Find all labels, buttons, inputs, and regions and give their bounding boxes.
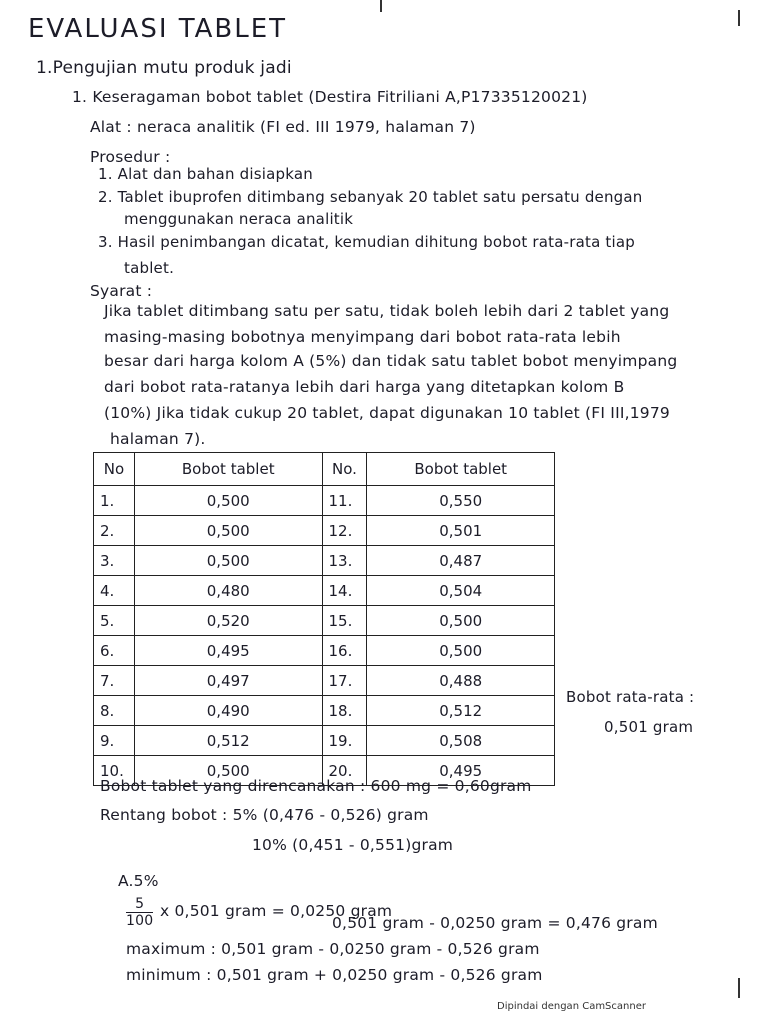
prosedur-step: 3. Hasil penimbangan dicatat, kemudian dihitung bobot rata-rata tiap xyxy=(98,233,635,251)
table-cell-bobot: 0,495 xyxy=(367,756,555,786)
syarat-line: dari bobot rata-ratanya lebih dari harga yang ditetapkan kolom B xyxy=(104,378,625,396)
table-cell-no: 12. xyxy=(322,516,367,546)
table-row xyxy=(94,726,555,756)
table-row xyxy=(94,516,555,546)
table-cell-bobot: 0,480 xyxy=(134,576,322,606)
table-cell-bobot: 0,550 xyxy=(367,486,555,516)
column-header-bobot: Bobot tablet xyxy=(134,453,322,486)
syarat-line: masing-masing bobotnya menyimpang dari bobot rata-rata lebih xyxy=(104,328,621,346)
table-cell-bobot: 0,512 xyxy=(134,726,322,756)
syarat-heading: Syarat : xyxy=(90,282,153,300)
table-row xyxy=(94,606,555,636)
calc-minimum: minimum : 0,501 gram + 0,0250 gram - 0,526 gram xyxy=(126,966,543,984)
syarat-line: (10%) Jika tidak cukup 20 tablet, dapat digunakan 10 tablet (FI III,1979 xyxy=(104,404,670,422)
table-cell-bobot: 0,500 xyxy=(367,636,555,666)
table-cell-bobot: 0,500 xyxy=(367,606,555,636)
table-cell-no: 14. xyxy=(322,576,367,606)
table-cell-no: 4. xyxy=(94,576,135,606)
fraction-denominator: 100 xyxy=(126,913,154,929)
table-cell-bobot: 0,487 xyxy=(367,546,555,576)
page-title: EVALUASI TABLET xyxy=(28,14,288,44)
table-cell-no: 8. xyxy=(94,696,135,726)
syarat-line: halaman 7). xyxy=(110,430,206,448)
table-cell-no: 5. xyxy=(94,606,135,636)
scan-edge-mark-top xyxy=(380,0,382,12)
table-cell-no: 10. xyxy=(94,756,135,786)
table-cell-no: 3. xyxy=(94,546,135,576)
prosedur-step: tablet. xyxy=(124,259,175,277)
table-cell-bobot: 0,490 xyxy=(134,696,322,726)
column-header-bobot: Bobot tablet xyxy=(367,453,555,486)
table-cell-bobot: 0,520 xyxy=(134,606,322,636)
table-row xyxy=(94,696,555,726)
alat-line: Alat : neraca analitik (FI ed. III 1979, halaman 7) xyxy=(90,118,476,136)
calc-heading: A.5% xyxy=(118,872,159,890)
prosedur-step: 1. Alat dan bahan disiapkan xyxy=(98,165,313,183)
table-cell-bobot: 0,500 xyxy=(134,486,322,516)
table-cell-bobot: 0,504 xyxy=(367,576,555,606)
weight-range-10: 10% (0,451 - 0,551)gram xyxy=(252,836,454,854)
table-header-row xyxy=(94,453,555,486)
table-cell-no: 2. xyxy=(94,516,135,546)
table-cell-bobot: 0,508 xyxy=(367,726,555,756)
table-cell-bobot: 0,488 xyxy=(367,666,555,696)
table-cell-no: 7. xyxy=(94,666,135,696)
bobot-rata-rata-value: 0,501 gram xyxy=(604,718,694,736)
table-row xyxy=(94,576,555,606)
table-cell-no: 6. xyxy=(94,636,135,666)
table-cell-no: 9. xyxy=(94,726,135,756)
column-header-no: No xyxy=(94,453,135,486)
planned-weight: Bobot tablet yang direncanakan : 600 mg = 0,60gram xyxy=(100,777,532,795)
subsection-heading: 1. Keseragaman bobot tablet (Destira Fitriliani A,P17335120021) xyxy=(72,88,588,106)
table-cell-no: 18. xyxy=(322,696,367,726)
table-cell-bobot: 0,497 xyxy=(134,666,322,696)
table-cell-bobot: 0,500 xyxy=(134,756,322,786)
table-row xyxy=(94,486,555,516)
table-row xyxy=(94,636,555,666)
table-cell-bobot: 0,495 xyxy=(134,636,322,666)
table-cell-no: 16. xyxy=(322,636,367,666)
weights-table xyxy=(93,452,555,786)
prosedur-step: 2. Tablet ibuprofen ditimbang sebanyak 20 tablet satu persatu dengan xyxy=(98,188,643,206)
column-header-no: No. xyxy=(322,453,367,486)
bobot-rata-rata-label: Bobot rata-rata : xyxy=(566,688,695,706)
table-row xyxy=(94,546,555,576)
section-heading: 1.Pengujian mutu produk jadi xyxy=(36,58,292,78)
table-cell-bobot: 0,500 xyxy=(134,516,322,546)
syarat-line: Jika tablet ditimbang satu per satu, tidak boleh lebih dari 2 tablet yang xyxy=(104,302,670,320)
table-cell-no: 13. xyxy=(322,546,367,576)
fraction-numerator: 5 xyxy=(126,896,153,913)
weight-range-5: Rentang bobot : 5% (0,476 - 0,526) gram xyxy=(100,806,429,824)
calc-maximum: maximum : 0,501 gram - 0,0250 gram - 0,526 gram xyxy=(126,940,540,958)
scan-edge-mark-right xyxy=(738,10,740,26)
prosedur-step: menggunakan neraca analitik xyxy=(124,210,354,228)
calc-fraction xyxy=(126,896,153,929)
calc-line: 0,501 gram - 0,0250 gram = 0,476 gram xyxy=(332,914,658,932)
table-cell-no: 20. xyxy=(322,756,367,786)
table-cell-no: 17. xyxy=(322,666,367,696)
table-row xyxy=(94,666,555,696)
table-cell-bobot: 0,501 xyxy=(367,516,555,546)
scan-edge-mark-bottom xyxy=(738,978,740,998)
table-cell-bobot: 0,500 xyxy=(134,546,322,576)
table-cell-bobot: 0,512 xyxy=(367,696,555,726)
table-cell-no: 15. xyxy=(322,606,367,636)
scanner-watermark: Dipindai dengan CamScanner xyxy=(497,1001,646,1012)
calc-line: x 0,501 gram = 0,0250 gram xyxy=(160,902,393,920)
table-cell-no: 11. xyxy=(322,486,367,516)
syarat-line: besar dari harga kolom A (5%) dan tidak satu tablet bobot menyimpang xyxy=(104,352,678,370)
table-cell-no: 19. xyxy=(322,726,367,756)
prosedur-heading: Prosedur : xyxy=(90,148,171,166)
table-cell-no: 1. xyxy=(94,486,135,516)
